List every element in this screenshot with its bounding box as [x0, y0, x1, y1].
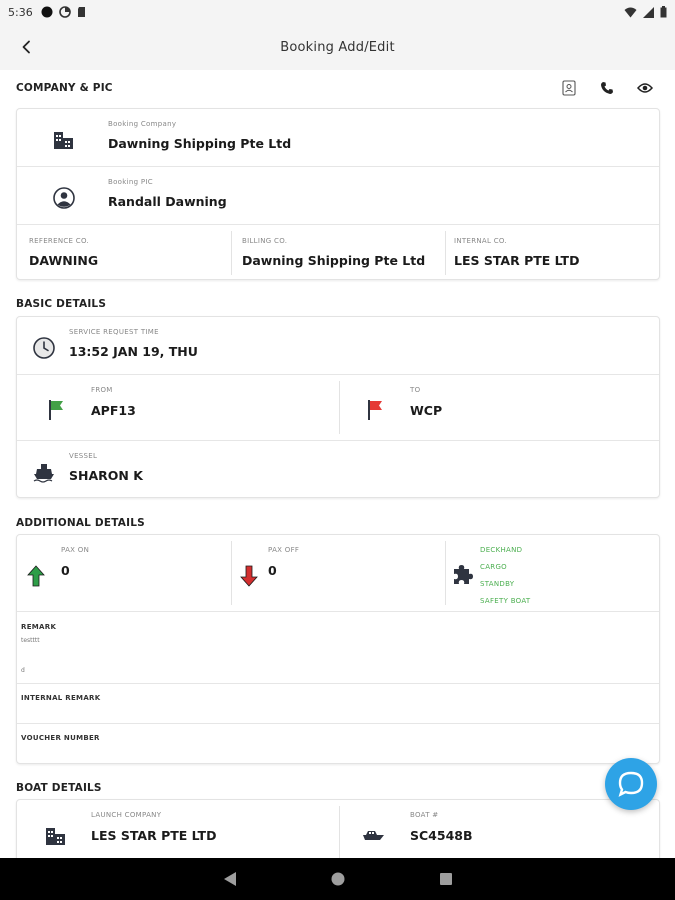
- from-value: APF13: [91, 403, 136, 418]
- notification-dot-icon: [41, 6, 53, 18]
- boat-number-value: SC4548B: [410, 828, 473, 843]
- pax-off-field[interactable]: [232, 535, 445, 612]
- flag-green-icon: [47, 399, 65, 421]
- company-codes-row: [17, 225, 659, 281]
- remark-line-1: testttt: [21, 637, 40, 644]
- wifi-icon: [624, 7, 637, 18]
- service-time-value: 13:52 JAN 19, THU: [69, 344, 198, 359]
- booking-pic-row[interactable]: [17, 167, 659, 225]
- service-time-row[interactable]: [17, 317, 659, 375]
- building-icon: [45, 825, 67, 847]
- company-section-title: COMPANY & PIC: [16, 82, 113, 94]
- booking-company-value: Dawning Shipping Pte Ltd: [108, 136, 292, 151]
- internal-company-field[interactable]: [446, 225, 660, 281]
- additional-details-card: [16, 534, 660, 764]
- remark-line-2: d: [21, 667, 25, 674]
- vessel-label: VESSEL: [69, 452, 98, 460]
- reference-company-label: REFERENCE CO.: [29, 237, 90, 245]
- reference-company-value: DAWNING: [29, 253, 99, 268]
- from-field[interactable]: [17, 375, 339, 441]
- pax-on-value: 0: [61, 563, 70, 578]
- ship-icon: [33, 461, 55, 483]
- vessel-value: SHARON K: [69, 468, 143, 483]
- header-actions: [559, 78, 655, 98]
- route-row: [17, 375, 659, 441]
- pax-off-value: 0: [268, 563, 277, 578]
- to-value: WCP: [410, 403, 443, 418]
- app-bar: [0, 24, 675, 70]
- vessel-row[interactable]: [17, 441, 659, 499]
- remark-field[interactable]: [17, 612, 659, 684]
- service-cargo[interactable]: CARGO: [480, 563, 507, 571]
- service-standby[interactable]: STANDBY: [480, 580, 515, 588]
- arrow-down-icon: [240, 565, 258, 587]
- launch-company-label: LAUNCH COMPANY: [91, 811, 162, 819]
- billing-company-field[interactable]: [232, 225, 445, 281]
- contact-card-icon[interactable]: [559, 78, 579, 98]
- reference-company-field[interactable]: [17, 225, 231, 281]
- internal-company-label: INTERNAL CO.: [454, 237, 507, 245]
- arrow-up-icon: [27, 565, 45, 587]
- sd-card-icon: [77, 6, 87, 18]
- booking-company-row[interactable]: [17, 109, 659, 167]
- company-card: [16, 108, 660, 280]
- chat-button[interactable]: [605, 758, 657, 810]
- page-title: Booking Add/Edit: [280, 39, 395, 55]
- boat-section-title: BOAT DETAILS: [16, 782, 102, 794]
- to-field[interactable]: [340, 375, 660, 441]
- to-label: TO: [410, 386, 421, 394]
- pax-off-label: PAX OFF: [268, 546, 300, 554]
- voucher-number-field[interactable]: [17, 724, 659, 765]
- internal-remark-label: INTERNAL REMARK: [21, 694, 101, 702]
- sync-icon: [59, 6, 71, 18]
- boat-details-card: [16, 799, 660, 858]
- booking-company-label: Booking Company: [108, 120, 177, 128]
- booking-pic-value: Randall Dawning: [108, 194, 227, 209]
- boat-row: [17, 800, 659, 858]
- launch-company-field[interactable]: [17, 800, 339, 858]
- puzzle-icon: [452, 563, 474, 585]
- pax-row: [17, 535, 659, 612]
- status-time: 5:36: [8, 5, 33, 19]
- pax-on-field[interactable]: [17, 535, 231, 612]
- system-nav-bar: [0, 858, 675, 900]
- flag-red-icon: [366, 399, 384, 421]
- chat-icon: [618, 771, 644, 797]
- launch-company-value: LES STAR PTE LTD: [91, 828, 217, 843]
- service-deckhand[interactable]: DECKHAND: [480, 546, 523, 554]
- person-icon: [53, 187, 75, 209]
- boat-icon: [362, 826, 386, 844]
- building-icon: [53, 129, 75, 151]
- voucher-number-label: VOUCHER NUMBER: [21, 734, 100, 742]
- clock-icon: [33, 337, 55, 359]
- service-safety-boat[interactable]: SAFETY BOAT: [480, 597, 531, 605]
- pax-on-label: PAX ON: [61, 546, 90, 554]
- nav-back-icon[interactable]: [220, 869, 240, 889]
- arrow-back-icon[interactable]: [16, 36, 38, 58]
- booking-form: [0, 70, 675, 858]
- nav-recents-icon[interactable]: [436, 869, 456, 889]
- boat-number-label: BOAT #: [410, 811, 439, 819]
- services-field[interactable]: [446, 535, 660, 612]
- internal-remark-field[interactable]: [17, 684, 659, 724]
- basic-section-title: BASIC DETAILS: [16, 298, 107, 310]
- basic-details-card: [16, 316, 660, 498]
- battery-icon: [660, 6, 667, 18]
- additional-section-title: ADDITIONAL DETAILS: [16, 517, 145, 529]
- internal-company-value: LES STAR PTE LTD: [454, 253, 580, 268]
- signal-icon: [643, 7, 654, 18]
- service-time-label: SERVICE REQUEST TIME: [69, 328, 159, 336]
- nav-home-icon[interactable]: [328, 869, 348, 889]
- eye-icon[interactable]: [635, 78, 655, 98]
- status-bar: [0, 0, 675, 24]
- booking-pic-label: Booking PIC: [108, 178, 153, 186]
- billing-company-label: BILLING CO.: [242, 237, 288, 245]
- remark-label: REMARK: [21, 623, 57, 631]
- billing-company-value: Dawning Shipping Pte Ltd: [242, 253, 426, 268]
- from-label: FROM: [91, 386, 113, 394]
- boat-number-field[interactable]: [340, 800, 660, 858]
- phone-icon[interactable]: [597, 78, 617, 98]
